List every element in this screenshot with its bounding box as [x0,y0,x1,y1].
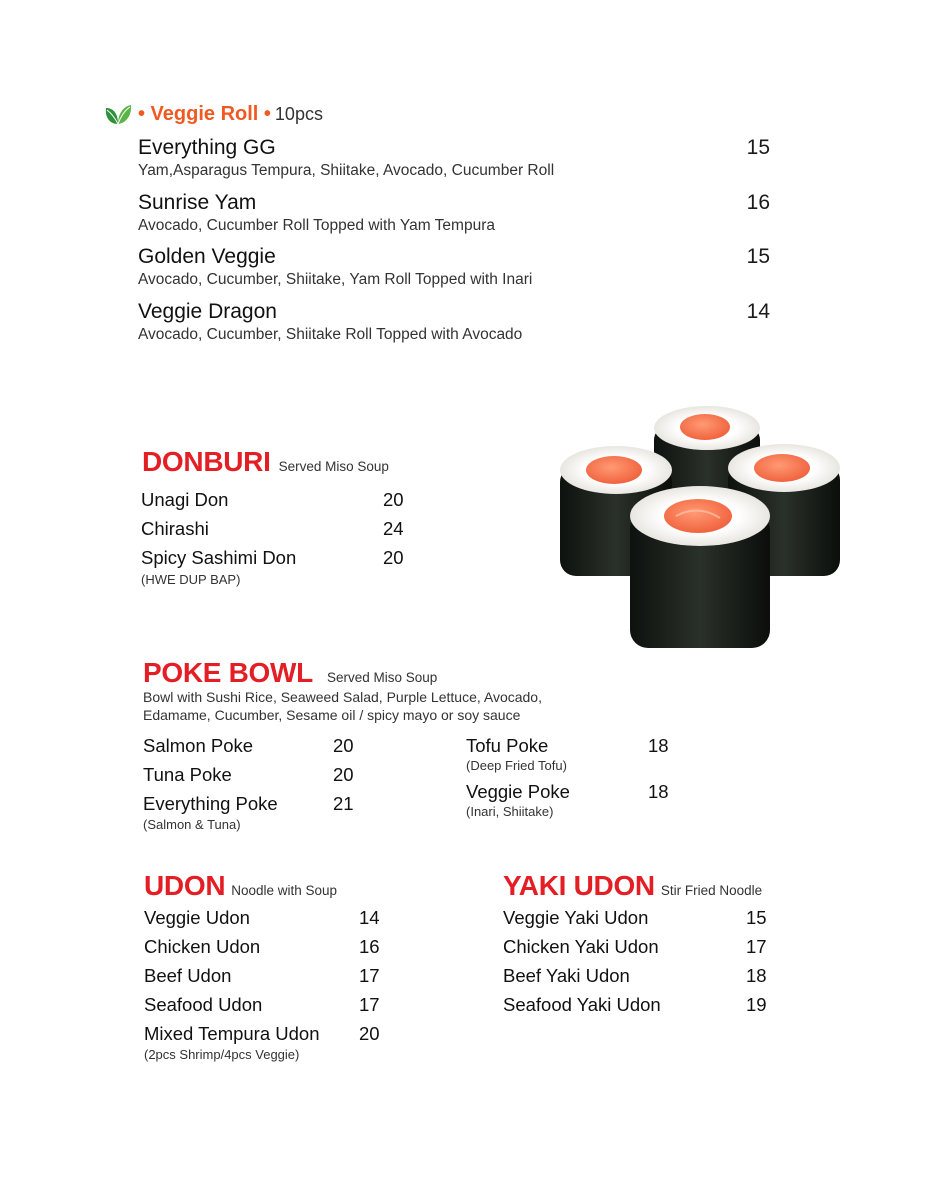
item-note: (2pcs Shrimp/4pcs Veggie) [144,1047,300,1062]
menu-item [143,790,393,819]
item-description: Avocado, Cucumber Roll Topped with Yam Tempura [138,216,495,234]
item-name: Veggie Dragon [138,299,277,323]
item-price: 16 [746,190,770,214]
item-price: 17 [359,965,380,986]
item-note: (Salmon & Tuna) [143,817,241,832]
donburi-title: DONBURI [142,446,271,477]
item-price: 17 [359,994,380,1015]
item-name: Chicken Yaki Udon [503,936,659,957]
menu-item [144,904,404,933]
veggie-roll-list [138,134,778,352]
item-price: 16 [359,936,380,957]
udon-list [144,904,404,1062]
menu-item [144,1020,404,1049]
item-name: Sunrise Yam [138,190,257,214]
menu-item [141,486,421,515]
item-price: 15 [746,907,767,928]
item-name: Unagi Don [141,489,229,510]
item-name: Golden Veggie [138,245,276,268]
item-description: Avocado, Cucumber, Shiitake, Yam Roll Topped with Inari [138,271,533,288]
item-description: Yam,Asparagus Tempura, Shiitake, Avocado, Cucumber Roll [138,162,555,179]
item-price: 15 [746,245,770,268]
item-note: (HWE DUP BAP) [141,572,241,587]
poke-bowl-left-list [143,732,393,832]
yaki-udon-list [503,904,803,1020]
item-name: Chicken Udon [144,936,261,957]
item-price: 17 [746,936,767,957]
item-price: 18 [746,965,767,986]
item-price: 24 [383,518,404,539]
leaf-icon [104,102,132,126]
item-name: Seafood Yaki Udon [503,994,661,1015]
poke-bowl-title: POKE BOWL [143,657,313,688]
item-name: Mixed Tempura Udon [144,1023,320,1044]
item-name: Tuna Poke [143,764,232,785]
item-name: Salmon Poke [143,735,254,756]
item-name: Everything Poke [143,793,278,814]
udon-title: UDON [144,870,226,901]
item-name: Chirashi [141,518,209,539]
poke-bowl-right-list [466,732,706,819]
menu-item [144,933,404,962]
menu-item [503,904,803,933]
item-name: Tofu Poke [466,735,549,756]
item-price: 20 [359,1023,380,1044]
menu-item [143,761,393,790]
item-price: 18 [648,735,669,756]
menu-item [141,515,421,544]
item-name: Veggie Poke [466,781,570,802]
item-name: Everything GG [138,136,276,159]
menu-item [143,732,393,761]
item-name: Spicy Sashimi Don [141,547,297,568]
item-note: (Deep Fried Tofu) [466,758,567,773]
poke-bowl-header [143,657,437,689]
item-name: Beef Yaki Udon [503,965,630,986]
poke-desc-line-2: Edamame, Cucumber, Sesame oil / spicy mayo or soy sauce [143,706,521,723]
menu-item [503,991,803,1020]
item-price: 20 [383,547,404,568]
veggie-roll-title: • Veggie Roll • [138,102,271,125]
item-note: (Inari, Shiitake) [466,804,554,819]
menu-item [466,732,706,761]
menu-item [138,243,778,298]
item-price: 14 [359,907,380,928]
poke-bowl-description [143,689,623,724]
veggie-roll-header [104,102,323,126]
item-price: 18 [648,781,669,802]
item-price: 20 [333,735,354,756]
donburi-header [142,446,389,478]
menu-item [503,933,803,962]
menu-item [144,991,404,1020]
menu-item [466,778,706,807]
poke-desc-line-1: Bowl with Sushi Rice, Seaweed Salad, Purple Lettuce, Avocado, [143,689,542,705]
item-name: Veggie Udon [144,907,250,928]
item-price: 21 [333,793,354,814]
item-price: 20 [383,489,404,510]
donburi-subtitle: Served Miso Soup [278,459,389,474]
udon-header [144,870,337,902]
yaki-udon-header [503,870,762,902]
menu-item [144,962,404,991]
item-price: 20 [333,764,354,785]
sushi-roll-image [552,404,852,654]
udon-subtitle: Noodle with Soup [231,883,338,898]
menu-item [138,189,778,244]
menu-item [138,134,778,189]
donburi-list [141,486,421,587]
item-name: Seafood Udon [144,994,263,1015]
item-price: 14 [746,299,770,323]
item-name: Beef Udon [144,965,232,986]
veggie-roll-count: 10pcs [274,103,323,124]
item-price: 15 [746,136,770,159]
yaki-udon-subtitle: Stir Fried Noodle [660,883,763,898]
item-description: Avocado, Cucumber, Shiitake Roll Topped with Avocado [138,325,523,343]
poke-bowl-subtitle: Served Miso Soup [326,670,438,685]
item-price: 19 [746,994,767,1015]
item-name: Veggie Yaki Udon [503,907,649,928]
menu-item [503,962,803,991]
yaki-udon-title: YAKI UDON [503,870,655,901]
menu-item [141,544,421,573]
menu-item [138,298,778,353]
